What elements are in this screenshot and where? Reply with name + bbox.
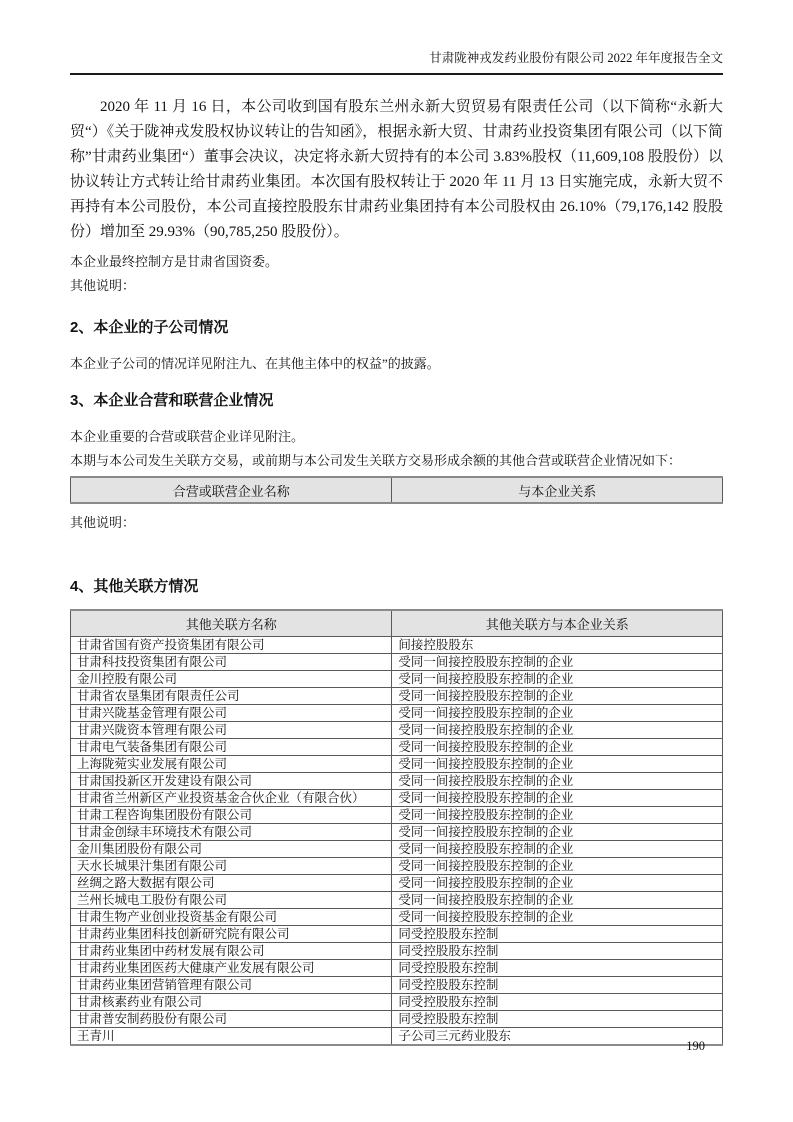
table-cell: 同受控股股东控制 — [392, 942, 723, 959]
table-row — [71, 1027, 723, 1045]
table-row — [71, 1010, 723, 1027]
table-row — [71, 755, 723, 772]
table-cell: 受同一间接控股股东控制的企业 — [392, 653, 723, 670]
table-cell: 受同一间接控股股东控制的企业 — [392, 721, 723, 738]
table-cell: 甘肃核素药业有限公司 — [71, 993, 392, 1010]
table-cell: 王青川 — [71, 1027, 392, 1045]
table-cell: 受同一间接控股股东控制的企业 — [392, 687, 723, 704]
table-cell: 甘肃金创绿丰环境技术有限公司 — [71, 823, 392, 840]
table-cell: 甘肃科技投资集团有限公司 — [71, 653, 392, 670]
table-cell: 甘肃药业集团营销管理有限公司 — [71, 976, 392, 993]
table-cell: 受同一间接控股股东控制的企业 — [392, 908, 723, 925]
table-cell: 同受控股股东控制 — [392, 925, 723, 942]
table-cell: 甘肃药业集团中药材发展有限公司 — [71, 942, 392, 959]
table-row — [71, 959, 723, 976]
table-cell: 同受控股股东控制 — [392, 959, 723, 976]
table-cell: 受同一间接控股股东控制的企业 — [392, 738, 723, 755]
table-cell: 受同一间接控股股东控制的企业 — [392, 891, 723, 908]
table-row — [71, 670, 723, 687]
table-row — [71, 704, 723, 721]
jv-relation-column-header: 与本企业关系 — [392, 477, 723, 503]
section-2-body: 本企业子公司的情况详见附注九、在其他主体中的权益”的披露。 — [70, 356, 440, 371]
table-cell: 甘肃省兰州新区产业投资基金合伙企业（有限合伙） — [71, 789, 392, 806]
table-cell: 子公司三元药业股东 — [392, 1027, 723, 1045]
table-cell: 丝绸之路大数据有限公司 — [71, 874, 392, 891]
table-row — [71, 823, 723, 840]
section-2-heading: 2、本企业的子公司情况 — [70, 319, 229, 336]
table-cell: 受同一间接控股股东控制的企业 — [392, 806, 723, 823]
table-row — [71, 993, 723, 1010]
table-row — [71, 976, 723, 993]
table-cell: 甘肃国投新区开发建设有限公司 — [71, 772, 392, 789]
table-cell: 金川集团股份有限公司 — [71, 840, 392, 857]
related-party-table — [70, 609, 723, 1046]
jv-name-column-header: 合营或联营企业名称 — [71, 477, 392, 503]
table-cell: 同受控股股东控制 — [392, 993, 723, 1010]
table-cell: 甘肃药业集团医药大健康产业发展有限公司 — [71, 959, 392, 976]
table-cell: 甘肃药业集团科技创新研究院有限公司 — [71, 925, 392, 942]
ultimate-controller-note: 本企业最终控制方是甘肃省国资委。 — [70, 254, 279, 269]
joint-venture-table — [70, 476, 723, 504]
table-row — [71, 738, 723, 755]
table-row — [71, 636, 723, 653]
table-cell: 甘肃生物产业创业投资基金有限公司 — [71, 908, 392, 925]
related-party-relation-column-header: 其他关联方与本企业关系 — [392, 610, 723, 636]
other-note-top: 其他说明： — [70, 278, 136, 293]
table-cell: 甘肃兴陇资本管理有限公司 — [71, 721, 392, 738]
table-cell: 上海陇菀实业发展有限公司 — [71, 755, 392, 772]
table-cell: 甘肃省农垦集团有限责任公司 — [71, 687, 392, 704]
document-header-title: 甘肃陇神戎发药业股份有限公司 2022 年年度报告全文 — [70, 50, 723, 75]
table-cell: 甘肃省国有资产投资集团有限公司 — [71, 636, 392, 653]
table-cell: 甘肃普安制药股份有限公司 — [71, 1010, 392, 1027]
table-cell: 受同一间接控股股东控制的企业 — [392, 704, 723, 721]
table-cell: 天水长城果汁集团有限公司 — [71, 857, 392, 874]
table-cell: 兰州长城电工股份有限公司 — [71, 891, 392, 908]
table-row — [71, 925, 723, 942]
table-cell: 受同一间接控股股东控制的企业 — [392, 840, 723, 857]
section-3-body-1: 本企业重要的合营或联营企业详见附注。 — [70, 429, 305, 444]
other-note-section3: 其他说明： — [70, 515, 136, 530]
table-row — [71, 687, 723, 704]
table-header-row — [71, 610, 723, 636]
table-cell: 受同一间接控股股东控制的企业 — [392, 772, 723, 789]
table-cell: 甘肃工程咨询集团股份有限公司 — [71, 806, 392, 823]
table-row — [71, 806, 723, 823]
table-row — [71, 874, 723, 891]
table-cell: 同受控股股东控制 — [392, 976, 723, 993]
table-cell: 金川控股有限公司 — [71, 670, 392, 687]
table-header-row — [71, 477, 723, 503]
table-row — [71, 721, 723, 738]
related-party-name-column-header: 其他关联方名称 — [71, 610, 392, 636]
table-cell: 受同一间接控股股东控制的企业 — [392, 874, 723, 891]
table-row — [71, 840, 723, 857]
table-cell: 受同一间接控股股东控制的企业 — [392, 755, 723, 772]
table-row — [71, 653, 723, 670]
equity-transfer-paragraph: 2020 年 11 月 16 日，本公司收到国有股东兰州永新大贸贸易有限责任公司（以下简称“永新大贸“）《关于陇神戎发股权协议转让的告知函》，根据永新大贸、甘肃药业投资集团有限公司（以下简称”甘肃药业集团“）董事会决议，决定将永新大贸持有的本公司 3.83%股权（11,609,108 股股份）以协议转让方式转让给甘肃药业集团。本次国有股权转让于 2020 年 11 月 13 日实施完成，永新大贸不再持有本公司股份，本公司直接控股股东甘肃药业集团持有本公司股权由 26.10%（79,176,142 股股份）增加至 29.93%（90,785,250 股股份）。 — [70, 99, 723, 240]
table-cell: 受同一间接控股股东控制的企业 — [392, 789, 723, 806]
table-cell: 甘肃兴陇基金管理有限公司 — [71, 704, 392, 721]
table-cell: 受同一间接控股股东控制的企业 — [392, 857, 723, 874]
table-row — [71, 908, 723, 925]
page-number: 190 — [686, 1039, 705, 1053]
section-3-body-2: 本期与本公司发生关联方交易，或前期与本公司发生关联方交易形成余额的其他合营或联营企业情况如下： — [70, 453, 682, 468]
table-cell: 受同一间接控股股东控制的企业 — [392, 670, 723, 687]
table-row — [71, 772, 723, 789]
table-row — [71, 857, 723, 874]
table-cell: 同受控股股东控制 — [392, 1010, 723, 1027]
section-3-heading: 3、本企业合营和联营企业情况 — [70, 392, 274, 409]
table-cell: 受同一间接控股股东控制的企业 — [392, 823, 723, 840]
table-row — [71, 942, 723, 959]
table-row — [71, 891, 723, 908]
section-4-heading: 4、其他关联方情况 — [70, 578, 199, 595]
table-cell: 甘肃电气装备集团有限公司 — [71, 738, 392, 755]
table-cell: 间接控股股东 — [392, 636, 723, 653]
table-row — [71, 789, 723, 806]
